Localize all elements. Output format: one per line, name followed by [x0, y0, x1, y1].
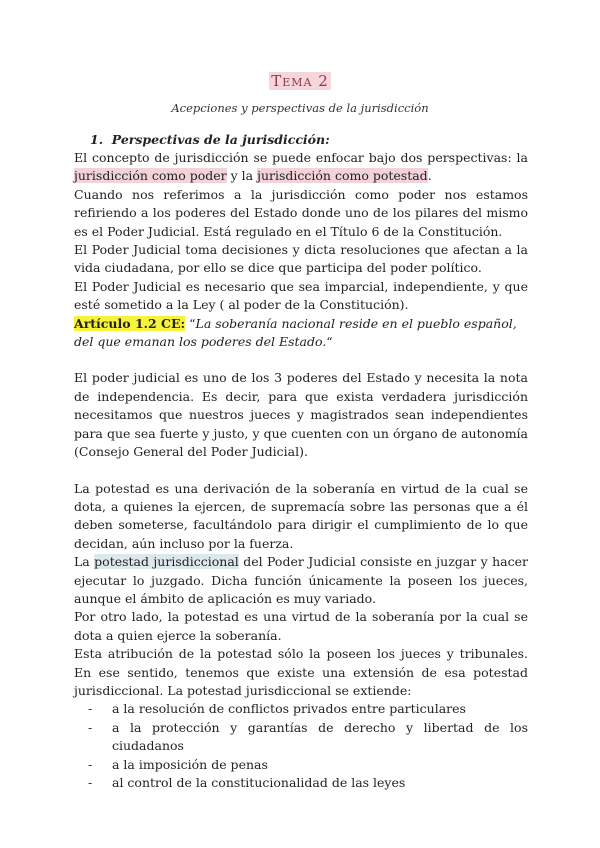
article-label: Artículo 1.2 CE: [74, 315, 186, 331]
section-number: 1. [90, 132, 104, 147]
paragraph: El Poder Judicial toma decisiones y dicta resoluciones que afectan a la vida ciudadana, por ello se dice que participa del poder político. [74, 242, 528, 276]
paragraph-text: y la [226, 168, 258, 184]
paragraph: La potestad es una derivación de la soberanía en virtud de la cual se dota, a quienes la ejercen, de supremacía sobre las personas que a él deben someterse, facultándolo para dirigir el cumplimiento de lo que decidan, aún incluso por la fuerza. [74, 480, 528, 551]
quote-mark: “ [326, 334, 333, 350]
page-subtitle: Acepciones y perspectivas de la jurisdicción [171, 101, 429, 115]
dash-bullet: - [88, 756, 93, 772]
paragraph-text: La [74, 554, 95, 570]
paragraph [74, 149, 528, 186]
paragraph [74, 553, 528, 608]
paragraph-text: El concepto de jurisdicción se puede enfocar bajo dos perspectivas: la [74, 150, 528, 165]
list-item-text: a la resolución de conflictos privados entre particulares [112, 701, 466, 717]
title-text: Tema 2 [271, 72, 329, 90]
list-item [88, 756, 528, 774]
quote-mark: “ [185, 315, 196, 331]
paragraph-text: . [427, 168, 432, 184]
dash-bullet: - [88, 719, 93, 735]
paragraph: El poder judicial es uno de los 3 poderes del Estado y necesita la nota de independencia. Es decir, para que exista verdadera jurisdicción necesitamos que nuestros jueces y magistrados sean independientes para que sea fuerte y justo, y que cuenten con un órgano de autonomía (Consejo General del Poder Judicial). [74, 370, 528, 460]
paragraph: El Poder Judicial es necesario que sea imparcial, independiente, y que esté sometido a la Ley ( al poder de la Constitución). [74, 278, 528, 313]
paragraph: Cuando nos referimos a la jurisdicción como poder nos estamos refiriendo a los poderes del Estado donde uno de los pilares del mismo es el Poder Judicial. Está regulado en el Título 6 de la Constitución. [74, 186, 528, 239]
section-heading [90, 132, 330, 147]
dash-bullet: - [88, 775, 93, 790]
paragraph-text: del Poder Judicial consiste en juzgar y hacer ejecutar lo juzgado. Dicha función únicamente la poseen los jueces, aunque el ámbito de aplicación es muy variado. [74, 554, 528, 606]
highlight-pink: jurisdicción como poder [74, 168, 227, 184]
article-quote [74, 315, 528, 352]
list-item [88, 700, 528, 718]
highlight-blue: potestad jurisdiccional [94, 554, 239, 570]
list-item [88, 774, 528, 792]
list-item-text: a la imposición de penas [112, 756, 268, 772]
section-title: Perspectivas de la jurisdicción: [111, 132, 330, 147]
extension-list [74, 700, 528, 792]
document-body [74, 149, 528, 792]
highlight-pink: jurisdicción como potestad [257, 168, 428, 184]
paragraph: Por otro lado, la potestad es una virtud de la soberanía por la cual se dota a quien ejerce la soberanía. [74, 609, 528, 643]
quote-text: La soberanía nacional reside en el pueblo español, del que emanan los poderes del Estado. [74, 315, 517, 350]
list-item-text: al control de la constitucionalidad de las leyes [112, 775, 406, 790]
list-item [88, 719, 528, 756]
dash-bullet: - [88, 701, 93, 717]
paragraph: Esta atribución de la potestad sólo la poseen los jueces y tribunales. En ese sentido, tenemos que existe una extensión de esa potestad jurisdiccional. La potestad jurisdiccional se extiende: [74, 646, 528, 698]
page-title [0, 72, 600, 90]
list-item-text: a la protección y garantías de derecho y libertad de los ciudadanos [112, 719, 528, 754]
